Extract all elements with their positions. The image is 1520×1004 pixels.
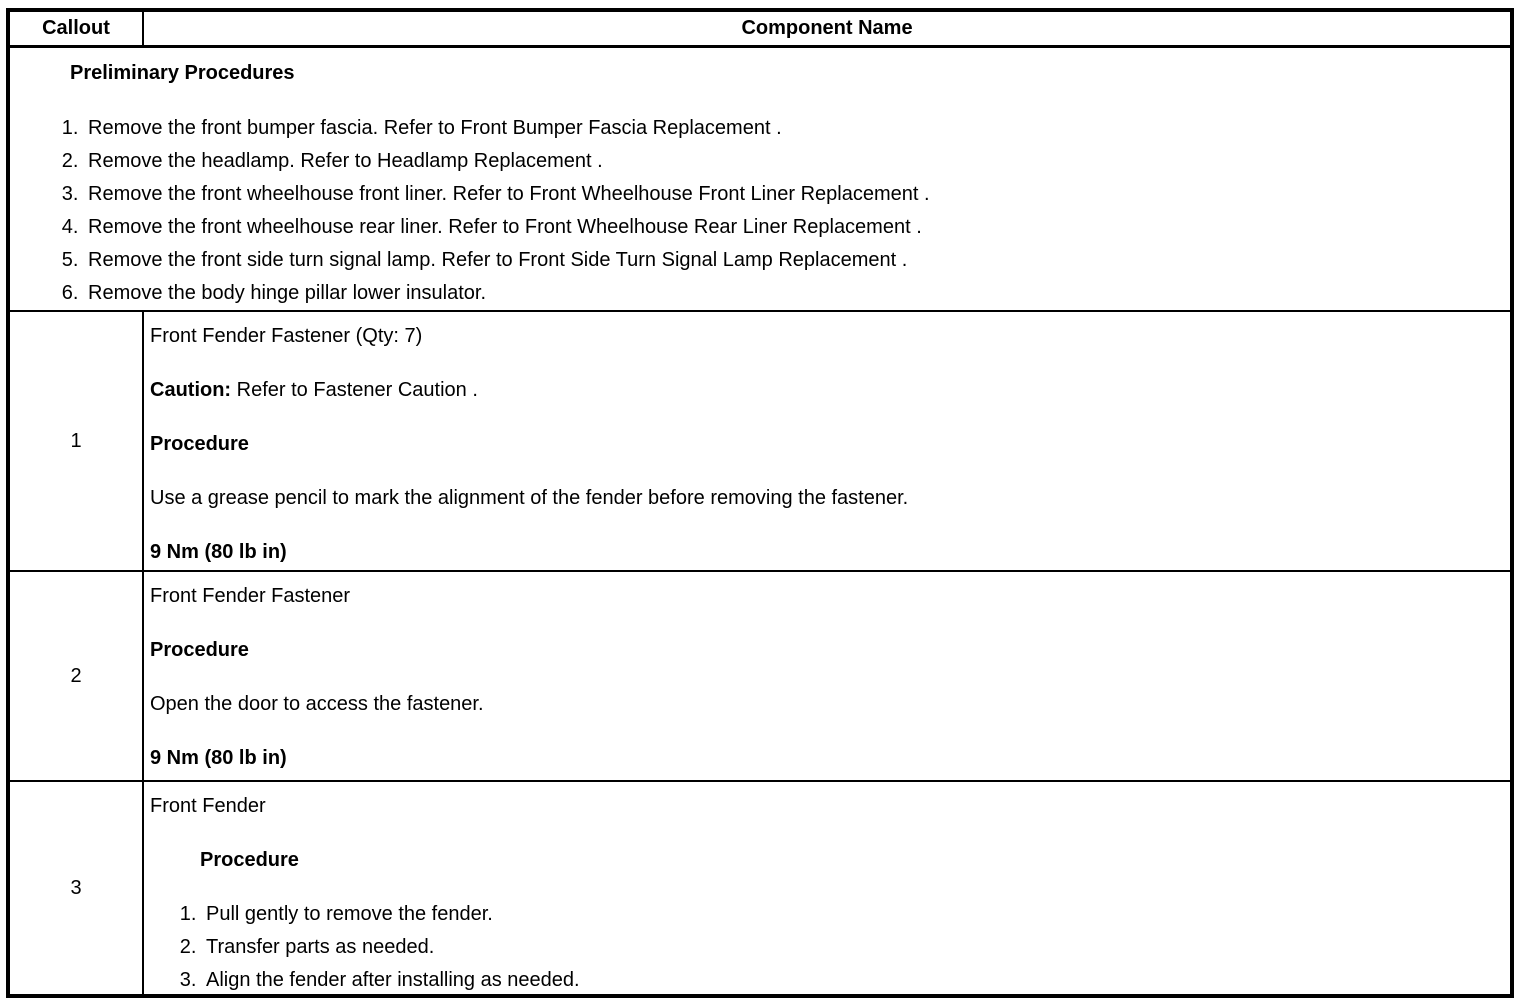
procedure-heading: Procedure	[150, 639, 249, 661]
component-cell	[144, 312, 1510, 570]
component-name: Front Fender	[150, 795, 266, 817]
callout-number: 2	[10, 572, 144, 780]
list-item: 2. Transfer parts as needed.	[202, 936, 1500, 958]
list-item: 3. Remove the front wheelhouse front liner. Refer to Front Wheelhouse Front Liner Replacement .	[84, 183, 1500, 205]
list-item: 3. Align the fender after installing as needed.	[202, 969, 1500, 991]
component-table	[6, 8, 1514, 998]
list-item: 4. Remove the front wheelhouse rear liner. Refer to Front Wheelhouse Rear Liner Replacement .	[84, 216, 1500, 238]
table-row	[10, 570, 1510, 780]
procedure-text: Open the door to access the fastener.	[150, 693, 484, 715]
torque-spec: 9 Nm (80 lb in)	[150, 747, 287, 769]
procedure-steps-list	[150, 903, 1500, 991]
table-row	[10, 780, 1510, 994]
callout-number: 3	[10, 782, 144, 994]
procedure-heading: Procedure	[150, 433, 249, 455]
caution-label: Caution:	[150, 379, 232, 401]
caution-text: Refer to Fastener Caution .	[231, 379, 478, 401]
component-cell	[144, 782, 1510, 994]
list-item: 5. Remove the front side turn signal lamp. Refer to Front Side Turn Signal Lamp Replacement .	[84, 249, 1500, 271]
table-header-row	[10, 12, 1510, 48]
procedure-text: Use a grease pencil to mark the alignment of the fender before removing the fastener.	[150, 487, 909, 509]
header-callout: Callout	[10, 12, 144, 45]
callout-number: 1	[10, 312, 144, 570]
component-name: Front Fender Fastener (Qty: 7)	[150, 325, 423, 347]
list-item: 1. Remove the front bumper fascia. Refer to Front Bumper Fascia Replacement .	[84, 117, 1500, 139]
component-cell	[144, 572, 1510, 780]
list-item: 2. Remove the headlamp. Refer to Headlamp Replacement .	[84, 150, 1500, 172]
caution-line	[150, 379, 1500, 401]
component-name: Front Fender Fastener	[150, 585, 351, 607]
preliminary-procedures-section	[10, 48, 1510, 310]
list-item: 6. Remove the body hinge pillar lower insulator.	[84, 282, 1500, 304]
header-component-name: Component Name	[741, 17, 913, 39]
torque-spec: 9 Nm (80 lb in)	[150, 541, 287, 563]
preliminary-steps-list	[28, 117, 1500, 304]
table-row	[10, 310, 1510, 570]
preliminary-procedures-title: Preliminary Procedures	[70, 62, 295, 84]
list-item: 1. Pull gently to remove the fender.	[202, 903, 1500, 925]
procedure-heading: Procedure	[200, 849, 299, 871]
